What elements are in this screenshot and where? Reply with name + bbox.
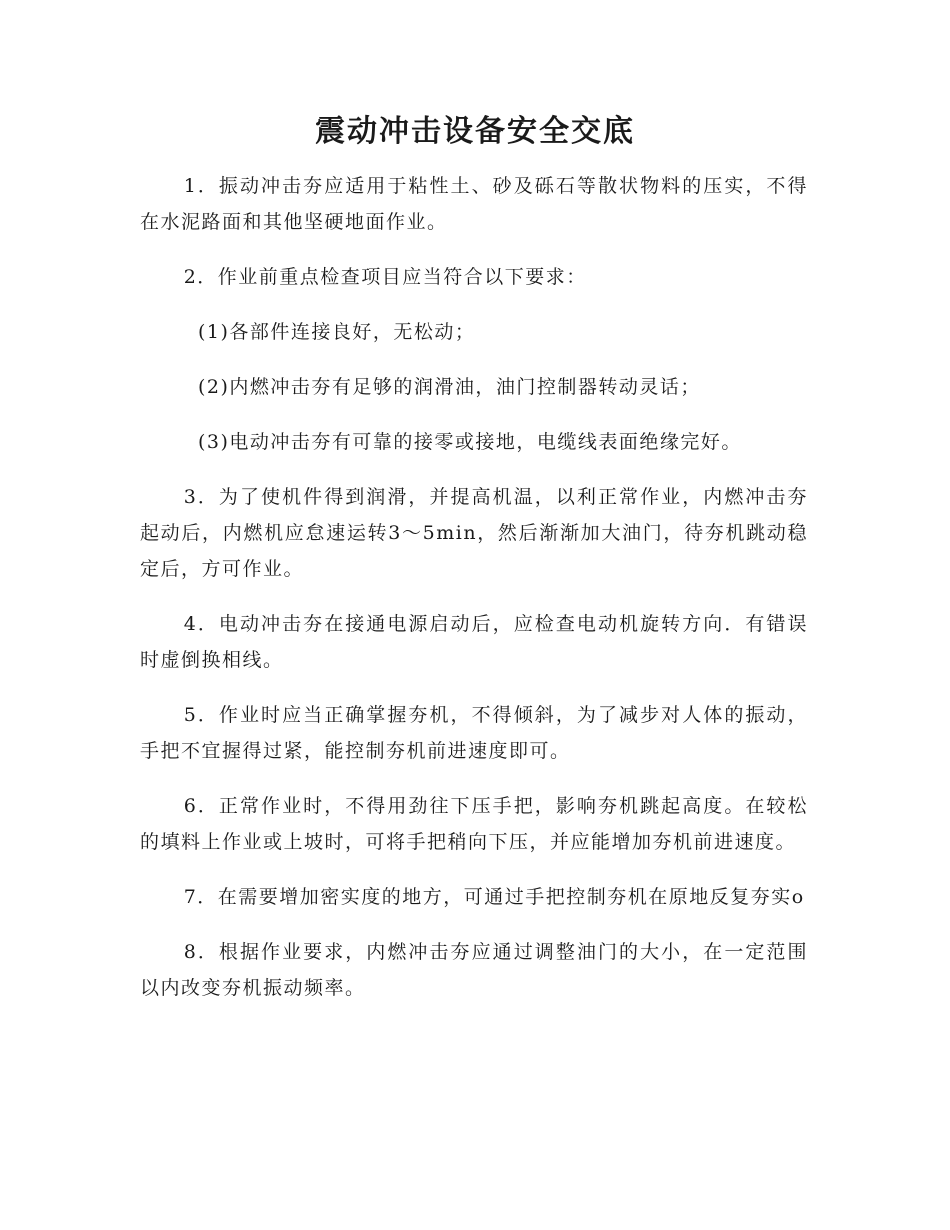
paragraph-5: 5．作业时应当正确掌握夯机，不得倾斜，为了减步对人体的振动，手把不宜握得过紧，能控制夯机前进速度即可。: [140, 704, 808, 762]
sub-item-3: (3)电动冲击夯有可靠的接零或接地，电缆线表面绝缘完好。: [198, 431, 742, 453]
document-title: 震动冲击设备安全交底: [315, 114, 635, 149]
paragraph-8: 8．根据作业要求，内燃冲击夯应通过调整油门的大小，在一定范围以内改变夯机振动频率。: [140, 941, 808, 999]
paragraph-2: 2．作业前重点检查项目应当符合以下要求：: [183, 266, 587, 288]
sub-item-2: (2)内燃冲击夯有足够的润滑油，油门控制器转动灵话；: [198, 376, 701, 398]
paragraph-6: 6．正常作业时，不得用劲往下压手把，影响夯机跳起高度。在较松的填料上作业或上坡时，可将手把稍向下压，并应能增加夯机前进速度。: [140, 795, 808, 853]
paragraph-1: 1．振动冲击夯应适用于粘性土、砂及砾石等散状物料的压实，不得在水泥路面和其他坚硬地面作业。: [140, 175, 808, 233]
paragraph-4: 4．电动冲击夯在接通电源启动后，应检查电动机旋转方向．有错误时虚倒换相线。: [140, 613, 808, 671]
paragraph-7: 7．在需要增加密实度的地方，可通过手把控制夯机在原地反复夯实o: [183, 886, 805, 908]
sub-item-1: (1)各部件连接良好，无松动；: [198, 321, 476, 343]
document-body: [140, 168, 808, 1025]
paragraph-3: 3．为了使机件得到润滑，并提高机温，以利正常作业，内燃冲击夯起动后，内燃机应怠速运转3～5min，然后渐渐加大油门，待夯机跳动稳定后，方可作业。: [140, 486, 808, 580]
